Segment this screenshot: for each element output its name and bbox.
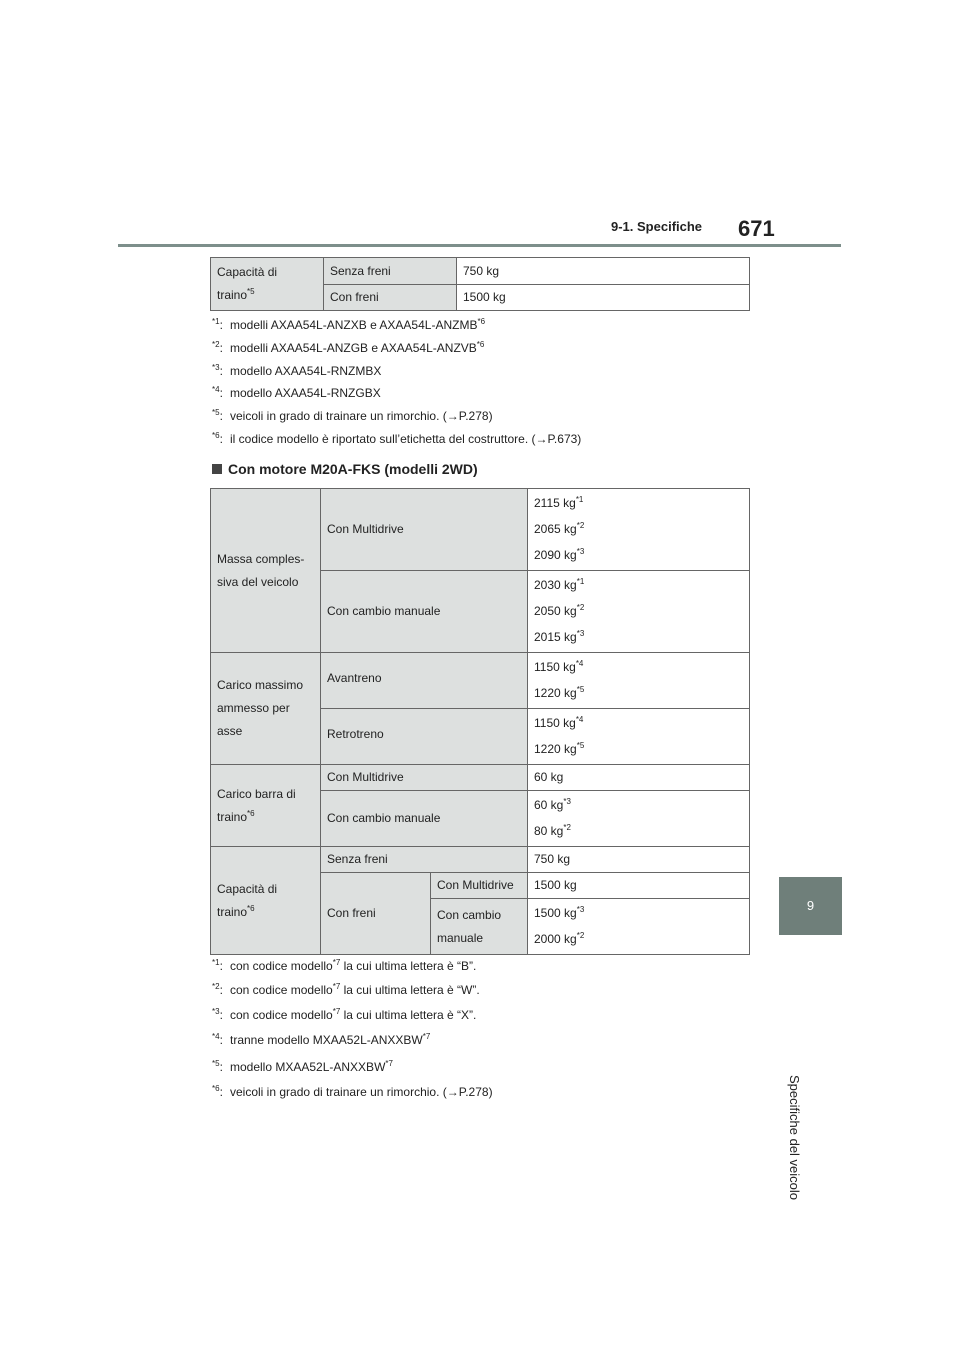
table-cell: Senza freni	[324, 258, 457, 285]
table-cell: 1500 kg	[457, 285, 750, 311]
specs-table	[210, 488, 750, 955]
table-cell: Con Multidrive	[321, 489, 528, 571]
row-label-carico-asse: Carico massimo ammesso per asse	[211, 653, 321, 765]
chapter-side-title: Specifiche del veicolo	[787, 1075, 802, 1201]
row-label-massa: Massa comples- siva del veicolo	[211, 489, 321, 653]
table-cell: 2030 $kg^{*1}$ 2050 $kg^{*2}$ 2015 $kg^{*3}$	[528, 571, 750, 653]
table-cell: 750 kg	[528, 847, 750, 873]
row-label-carico-barra: Carico barra di traino$^{*6}$	[211, 765, 321, 847]
footnote: $^{*4}$: modello AXAA54L-RNZGBX	[212, 385, 381, 400]
table-cell: 1150 $kg^{*4}$ 1220 $kg^{*5}$	[528, 653, 750, 709]
table-cell: Retrotreno	[321, 709, 528, 765]
footnote: $^{*6}$: il codice modello è riportato sull’etichetta del costruttore. (→P.673)	[212, 431, 582, 446]
table-cell: Con Multidrive	[431, 873, 528, 899]
table-cell: Avantreno	[321, 653, 528, 709]
section-title: 9-1. Specifiche	[611, 219, 703, 234]
top-table-label: Capacità di traino$^{*5}$	[211, 258, 324, 311]
table-cell: Con cambio manuale	[321, 571, 528, 653]
footnote: $^{*5}$: modello MXAA52L-ANXXBW$^{*7}$	[212, 1059, 393, 1074]
page-number: 671	[738, 216, 775, 241]
footnote: $^{*2}$: con codice modello$^{*7}$ la cui ultima lettera è “W”.	[212, 982, 480, 997]
footnote: $^{*2}$: modelli AXAA54L-ANZGB e AXAA54L-ANZVB$^{*6}$	[212, 340, 485, 355]
table-cell: 750 kg	[457, 258, 750, 285]
footnote: $^{*1}$: modelli AXAA54L-ANZXB e AXAA54L-ANZMB$^{*6}$	[212, 317, 486, 332]
footnote: $^{*3}$: con codice modello$^{*7}$ la cui ultima lettera è “X”.	[212, 1007, 477, 1022]
footnote: $^{*3}$: modello AXAA54L-RNZMBX	[212, 363, 382, 378]
footnote: $^{*6}$: veicoli in grado di trainare un rimorchio. (→P.278)	[212, 1084, 493, 1099]
row-label-capacita: Capacità di traino$^{*6}$	[211, 847, 321, 955]
chapter-tab[interactable]: 9	[779, 877, 842, 935]
table-cell: 2115 $kg^{*1}$ 2065 $kg^{*2}$ 2090 $kg^{*3}$	[528, 489, 750, 571]
footnote: $^{*5}$: veicoli in grado di trainare un rimorchio. (→P.278)	[212, 408, 493, 423]
table-cell: 60 kg	[528, 765, 750, 791]
table-cell: Con freni	[321, 873, 431, 955]
footnote: $^{*4}$: tranne modello MXAA52L-ANXXBW$^{*7}$	[212, 1032, 431, 1047]
table-cell: Senza freni	[321, 847, 528, 873]
table-cell: Con cambio manuale	[431, 899, 528, 955]
table-cell: Con freni	[324, 285, 457, 311]
table-cell: Con cambio manuale	[321, 791, 528, 847]
table-cell: 1500 kg	[528, 873, 750, 899]
table-cell: 1150 $kg^{*4}$ 1220 $kg^{*5}$	[528, 709, 750, 765]
square-bullet-icon	[212, 464, 222, 474]
header-rule	[118, 244, 841, 247]
top-towing-table	[210, 257, 750, 311]
table-cell: Con Multidrive	[321, 765, 528, 791]
footnote: $^{*1}$: con codice modello$^{*7}$ la cui ultima lettera è “B”.	[212, 958, 477, 973]
table-cell: 60 $kg^{*3}$ 80 $kg^{*2}$	[528, 791, 750, 847]
table-cell: 1500 $kg^{*3}$ 2000 $kg^{*2}$	[528, 899, 750, 955]
section-heading: Con motore M20A-FKS (modelli 2WD)	[212, 461, 478, 477]
